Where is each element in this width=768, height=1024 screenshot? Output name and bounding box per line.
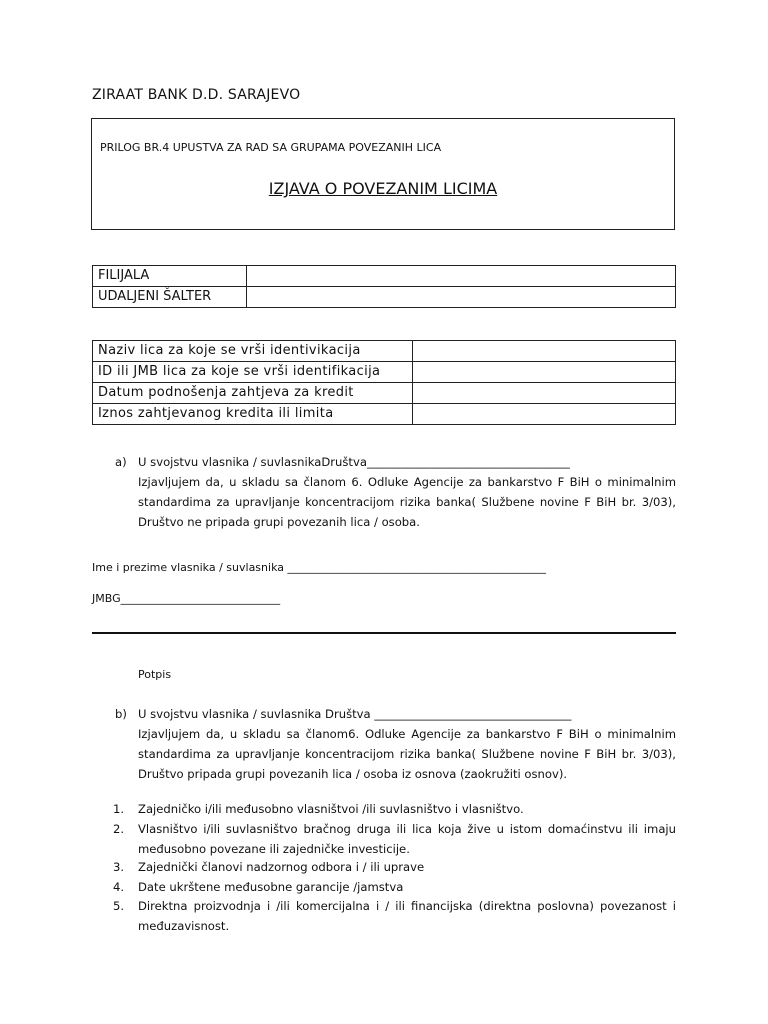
header-box — [91, 118, 675, 230]
section-b-statement: Izjavljujem da, u skladu sa članom6. Odluke Agencije za bankarstvo F BiH o minimalnim standardima za upravljanje koncentracijom rizika banka( Službene novine F BiH br. 3/03), Društvo pripada grupi povezanih lica / osoba iz osnova (zaokružiti osnov). — [138, 727, 676, 781]
credit-amount-label: Iznos zahtjevanog kredita ili limita — [93, 404, 413, 425]
jmbg-line[interactable]: JMBG_____________________________ — [92, 592, 281, 605]
request-date-label: Datum podnošenja zahtjeva za kredit — [93, 383, 413, 404]
section-b-marker: b) — [115, 707, 127, 721]
document-title: IZJAVA O POVEZANIM LICIMA — [268, 179, 498, 198]
list-number: 3. — [113, 860, 125, 874]
list-item-text: Vlasništvo i/ili suvlasništvo bračnog druga ili lica koja žive u istom domaćinstvu ili imaju međusobno povezane ili zajedničke investicije. — [138, 822, 676, 856]
branch-value-field[interactable] — [247, 266, 676, 287]
list-item-text: Direktna proizvodnja i /ili komercijalna i / ili financijska (direktna poslovna) povezanost i međuzavisnost. — [138, 899, 676, 933]
list-number: 2. — [113, 822, 125, 836]
table-row — [93, 287, 676, 308]
remote-counter-label: UDALJENI ŠALTER — [93, 287, 247, 308]
branch-table — [92, 265, 676, 308]
entity-id-field[interactable] — [413, 362, 676, 383]
remote-counter-value-field[interactable] — [247, 287, 676, 308]
signature-line — [92, 632, 676, 634]
entity-id-label: ID ili JMB lica za koje se vrši identifikacija — [93, 362, 413, 383]
section-a-statement: Izjavljujem da, u skladu sa članom 6. Odluke Agencije za bankarstvo F BiH o minimalnim standardima za upravljanje koncentracijom rizika banka( Službene novine F BiH br. 3/03), Društvo ne pripada grupi povezanih lica / osoba. — [138, 475, 676, 529]
entity-name-field[interactable] — [413, 341, 676, 362]
list-item-text: Zajedničko i/ili međusobno vlasništvoi /ili suvlasništvo i vlasništvo. — [138, 802, 524, 816]
annex-reference: PRILOG BR.4 UPUSTVA ZA RAD SA GRUPAMA POVEZANIH LICA — [100, 141, 442, 154]
section-b-owner-line[interactable]: U svojstvu vlasnika / suvlasnika Društva __________________________________ — [138, 707, 572, 721]
list-number: 1. — [113, 802, 125, 816]
branch-label: FILIJALA — [93, 266, 247, 287]
request-date-field[interactable] — [413, 383, 676, 404]
list-number: 4. — [113, 880, 125, 894]
table-row — [93, 266, 676, 287]
bank-name: ZIRAAT BANK D.D. SARAJEVO — [92, 87, 301, 103]
table-row — [93, 362, 676, 383]
owner-name-line[interactable]: Ime i prezime vlasnika / suvlasnika _______________________________________________ — [92, 561, 546, 574]
credit-amount-field[interactable] — [413, 404, 676, 425]
section-a-owner-line[interactable]: U svojstvu vlasnika / suvlasnikaDruštva___________________________________ — [138, 455, 570, 469]
table-row — [93, 383, 676, 404]
list-item-text: Zajednički članovi nadzornog odbora i / ili uprave — [138, 860, 425, 874]
table-row — [93, 341, 676, 362]
table-row — [93, 404, 676, 425]
section-a-marker: a) — [115, 455, 127, 469]
entity-name-label: Naziv lica za koje se vrši identivikacija — [93, 341, 413, 362]
signature-label: Potpis — [138, 668, 172, 681]
list-item-text: Date ukrštene međusobne garancije /jamstva — [138, 880, 404, 894]
identification-table — [92, 340, 676, 425]
list-number: 5. — [113, 899, 125, 913]
